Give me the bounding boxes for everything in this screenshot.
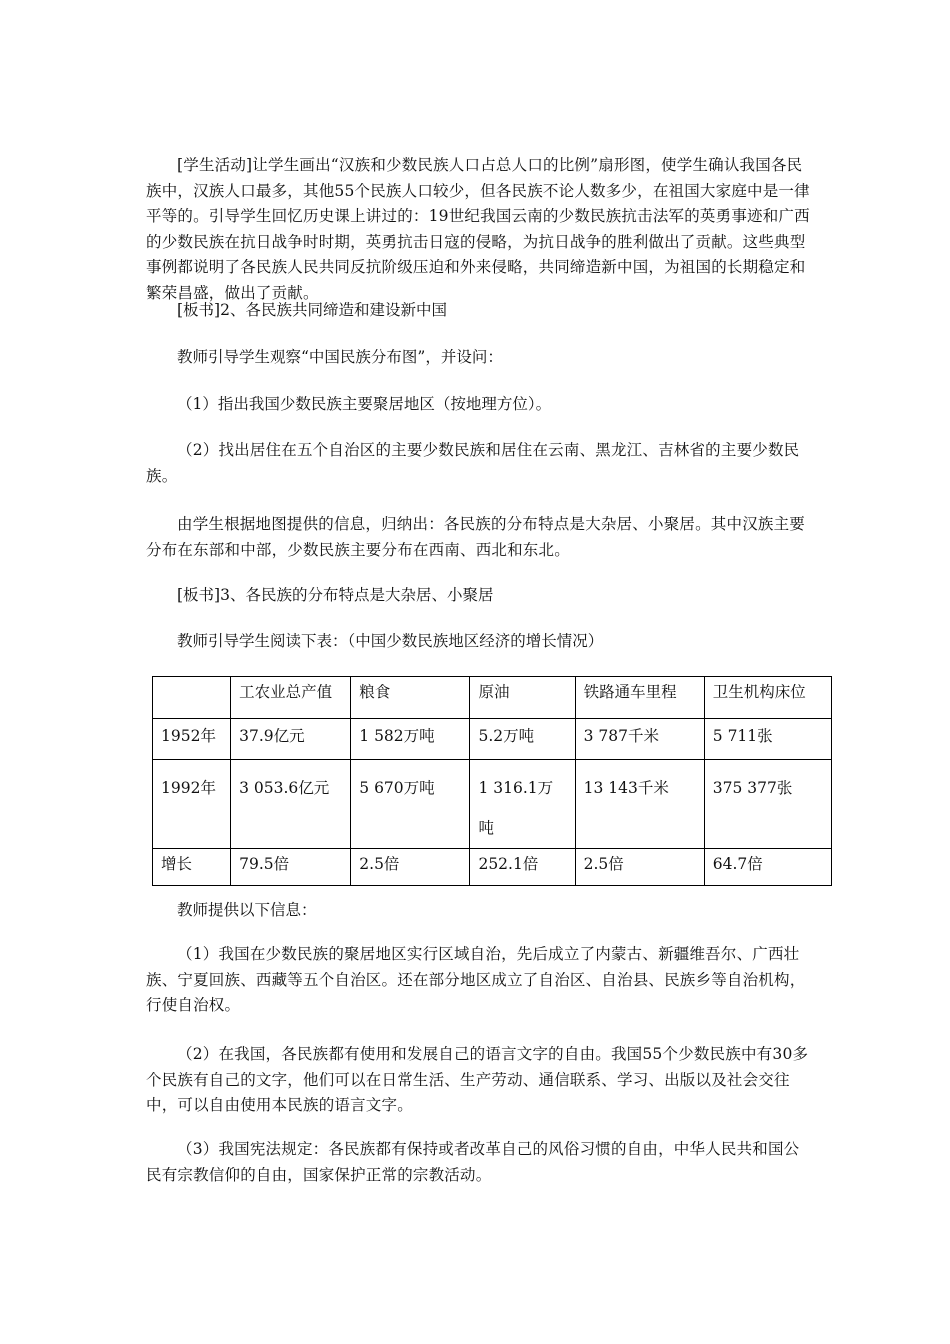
table-cell: 64.7倍 [704, 849, 831, 886]
table-cell: 13 143千米 [575, 760, 704, 849]
table-cell: 2.5倍 [351, 849, 470, 886]
table-header-cell: 原油 [470, 677, 575, 719]
table-cell: 375 377张 [704, 760, 831, 849]
conclusion-paragraph: 由学生根据地图提供的信息，归纳出：各民族的分布特点是大杂居、小聚居。其中汉族主要分布在东部和中部，少数民族主要分布在西南、西北和东北。 [146, 515, 806, 559]
table-header-row [153, 677, 832, 719]
info-item-1: （1）我国在少数民族的聚居地区实行区域自治，先后成立了内蒙古、新疆维吾尔、广西壮族、宁夏回族、西藏等五个自治区。还在部分地区成立了自治区、自治县、民族乡等自治机构，行使自治权。 [146, 945, 806, 1014]
question-2: （2）找出居住在五个自治区的主要少数民族和居住在云南、黑龙江、吉林省的主要少数民族。 [146, 441, 800, 485]
table-header-cell [153, 677, 231, 719]
info-item-3: （3）我国宪法规定：各民族都有保持或者改革自己的风俗习惯的自由，中华人民共和国公民有宗教信仰的自由，国家保护正常的宗教活动。 [146, 1140, 800, 1184]
table-header-cell: 卫生机构床位 [704, 677, 831, 719]
table-cell: 5.2万吨 [470, 719, 575, 760]
table-cell: 3 787千米 [575, 719, 704, 760]
table-cell: 5 670万吨 [351, 760, 470, 849]
table-cell: 增长 [153, 849, 231, 886]
question-1: （1）指出我国少数民族主要聚居地区（按地理方位）。 [177, 395, 552, 413]
board-heading-3: [板书]3、各民族的分布特点是大杂居、小聚居 [177, 586, 494, 604]
economic-growth-table [152, 676, 832, 886]
info-item-2: （2）在我国，各民族都有使用和发展自己的语言文字的自由。我国55个少数民族中有30多个民族有自己的文字，他们可以在日常生活、生产劳动、通信联系、学习、出版以及社会交往中，可以自由使用本民族的语言文字。 [146, 1045, 809, 1114]
table-cell: 37.9亿元 [231, 719, 351, 760]
table-row [153, 719, 832, 760]
table-cell: 1992年 [153, 760, 231, 849]
table-cell: 252.1倍 [470, 849, 575, 886]
table-cell: 2.5倍 [575, 849, 704, 886]
board-heading-2: [板书]2、各民族共同缔造和建设新中国 [177, 301, 447, 319]
table-header-cell: 工农业总产值 [231, 677, 351, 719]
map-guide-text: 教师引导学生观察“中国民族分布图”，并设问： [177, 348, 503, 366]
table-cell: 3 053.6亿元 [231, 760, 351, 849]
info-intro-text: 教师提供以下信息： [177, 901, 317, 919]
table-cell: 1952年 [153, 719, 231, 760]
table-row [153, 760, 832, 849]
table-cell: 79.5倍 [231, 849, 351, 886]
table-cell: 1 316.1万吨 [470, 760, 575, 849]
activity-paragraph: [学生活动]让学生画出“汉族和少数民族人口占总人口的比例”扇形图，使学生确认我国各民族中，汉族人口最多，其他55个民族人口较少，但各民族不论人数多少，在祖国大家庭中是一律平等的。引导学生回忆历史课上讲过的：19世纪我国云南的少数民族抗击法军的英勇事迹和广西的少数民族在抗日战争时时期，英勇抗击日寇的侵略，为抗日战争的胜利做出了贡献。这些典型事例都说明了各民族人民共同反抗阶级压迫和外来侵略，共同缔造新中国，为祖国的长期稳定和繁荣昌盛，做出了贡献。 [146, 156, 810, 302]
table-header-cell: 粮食 [351, 677, 470, 719]
table-guide-text: 教师引导学生阅读下表：（中国少数民族地区经济的增长情况） [177, 632, 604, 650]
table-row [153, 849, 832, 886]
table-cell: 1 582万吨 [351, 719, 470, 760]
table-header-cell: 铁路通车里程 [575, 677, 704, 719]
table-cell: 5 711张 [704, 719, 831, 760]
